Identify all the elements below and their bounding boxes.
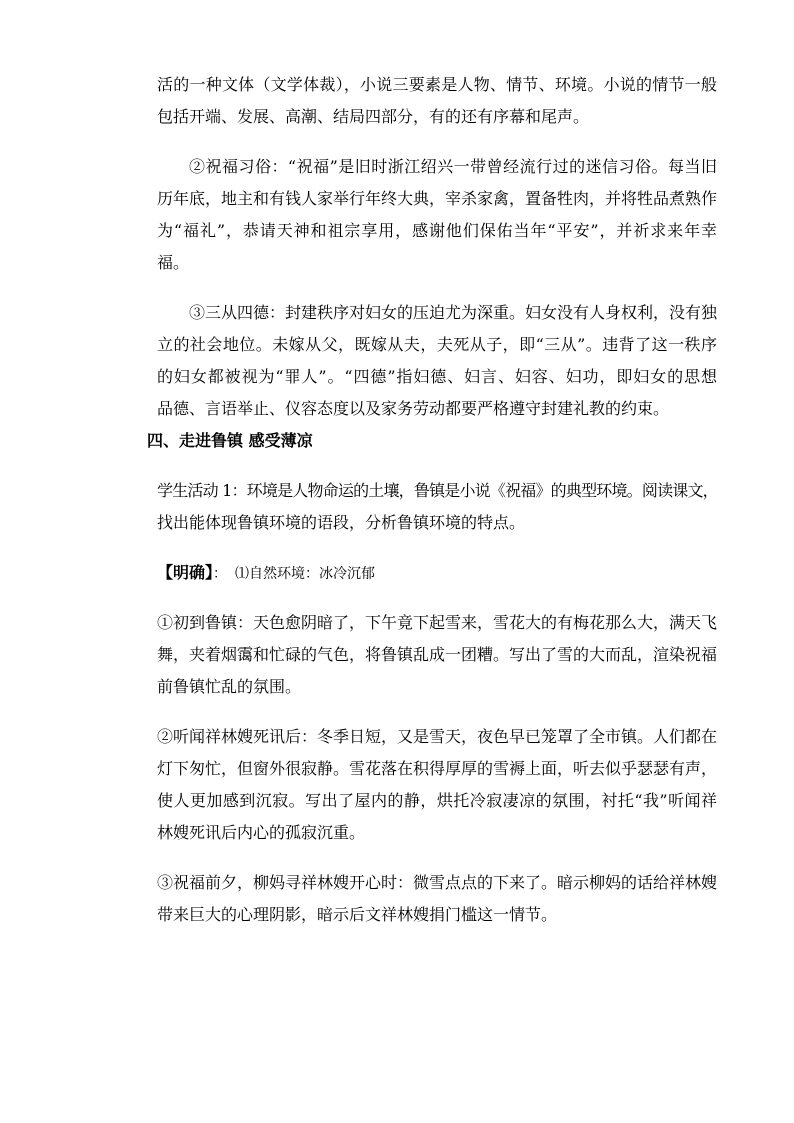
text-line: ①初到鲁镇：天色愈阴暗了，下午竟下起雪来，雪花大的有梅花那么大，满天飞 xyxy=(157,613,718,632)
text-line: ③祝福前夕，柳妈寻祥林嫂开心时：微雪点点的下来了。暗示柳妈的话给祥林嫂 xyxy=(157,873,718,892)
paragraph-novel-definition xyxy=(157,69,717,133)
paragraph-scene-arrival xyxy=(157,607,717,703)
text-line: 包括开端、发展、高潮、结局四部分，有的还有序幕和尾声。 xyxy=(157,107,590,126)
text-line: 福。 xyxy=(157,253,190,272)
text-line: 灯下匆忙，但窗外很寂静。雪花落在积得厚厚的雪褥上面，听去似乎瑟瑟有声， xyxy=(157,759,718,778)
document-body xyxy=(147,69,718,931)
paragraph-blessing-custom xyxy=(157,151,717,279)
text-line: 为“福礼”，恭请天神和祖宗享用，感谢他们保佑当年“平安”，并祈求来年幸 xyxy=(157,221,717,240)
text-line: ③三从四德：封建秩序对妇女的压迫尤为深重。妇女没有人身权利，没有独 xyxy=(189,303,718,322)
text-line: 学生活动 1：环境是人物命运的土壤，鲁镇是小说《祝福》的典型环境。阅读课文， xyxy=(157,481,718,500)
text-line: 的妇女都被视为“罪人”。“四德”指妇德、妇言、妇容、妇功，即妇女的思想 xyxy=(157,367,717,386)
clarify-line xyxy=(157,557,717,589)
paragraph-scene-death-news xyxy=(157,721,717,849)
text-line: ②听闻祥林嫂死讯后：冬季日短，又是雪天，夜色早已笼罩了全市镇。人们都在 xyxy=(157,727,718,746)
text-line: 前鲁镇忙乱的氛围。 xyxy=(157,677,302,696)
text-line: ②祝福习俗：“祝福”是旧时浙江绍兴一带曾经流行过的迷信习俗。每当旧 xyxy=(189,157,717,176)
text-line: 使人更加感到沉寂。写出了屋内的静，烘托冷寂凄凉的氛围，衬托“我”听闻祥 xyxy=(157,791,717,810)
text-line: 舞，夹着烟霭和忙碌的气色，将鲁镇乱成一团糟。写出了雪的大而乱，渲染祝福 xyxy=(157,645,718,664)
text-line: 立的社会地位。未嫁从父，既嫁从夫，夫死从子，即“三从”。违背了这一秩序 xyxy=(157,335,717,354)
paragraph-student-activity xyxy=(157,475,717,539)
text-line: 林嫂死讯后内心的孤寂沉重。 xyxy=(157,823,366,842)
text-line: 活的一种文体（文学体裁），小说三要素是人物、情节、环境。小说的情节一般 xyxy=(157,75,717,94)
text-line: 找出能体现鲁镇环境的语段，分析鲁镇环境的特点。 xyxy=(157,513,526,532)
clarify-label: 【明确】 xyxy=(157,563,214,582)
text-line: 品德、言语举止、仪容态度以及家务劳动都要严格遵守封建礼教的约束。 xyxy=(157,399,670,418)
paragraph-scene-blessing-eve xyxy=(157,867,717,931)
text-line: 带来巨大的心理阴影，暗示后文祥林嫂捐门槛这一情节。 xyxy=(157,905,558,924)
clarify-text: ⑴自然环境：冰冷沉郁 xyxy=(235,566,376,582)
text-line: 历年底，地主和有钱人家举行年终大典，宰杀家禽，置备牲肉，并将牲品煮熟作 xyxy=(157,189,718,208)
clarify-colon: ： xyxy=(213,566,228,582)
paragraph-three-obediences xyxy=(157,297,717,425)
section-heading: 四、走进鲁镇 感受薄凉 xyxy=(147,431,313,450)
paragraph-clarify xyxy=(157,557,717,589)
